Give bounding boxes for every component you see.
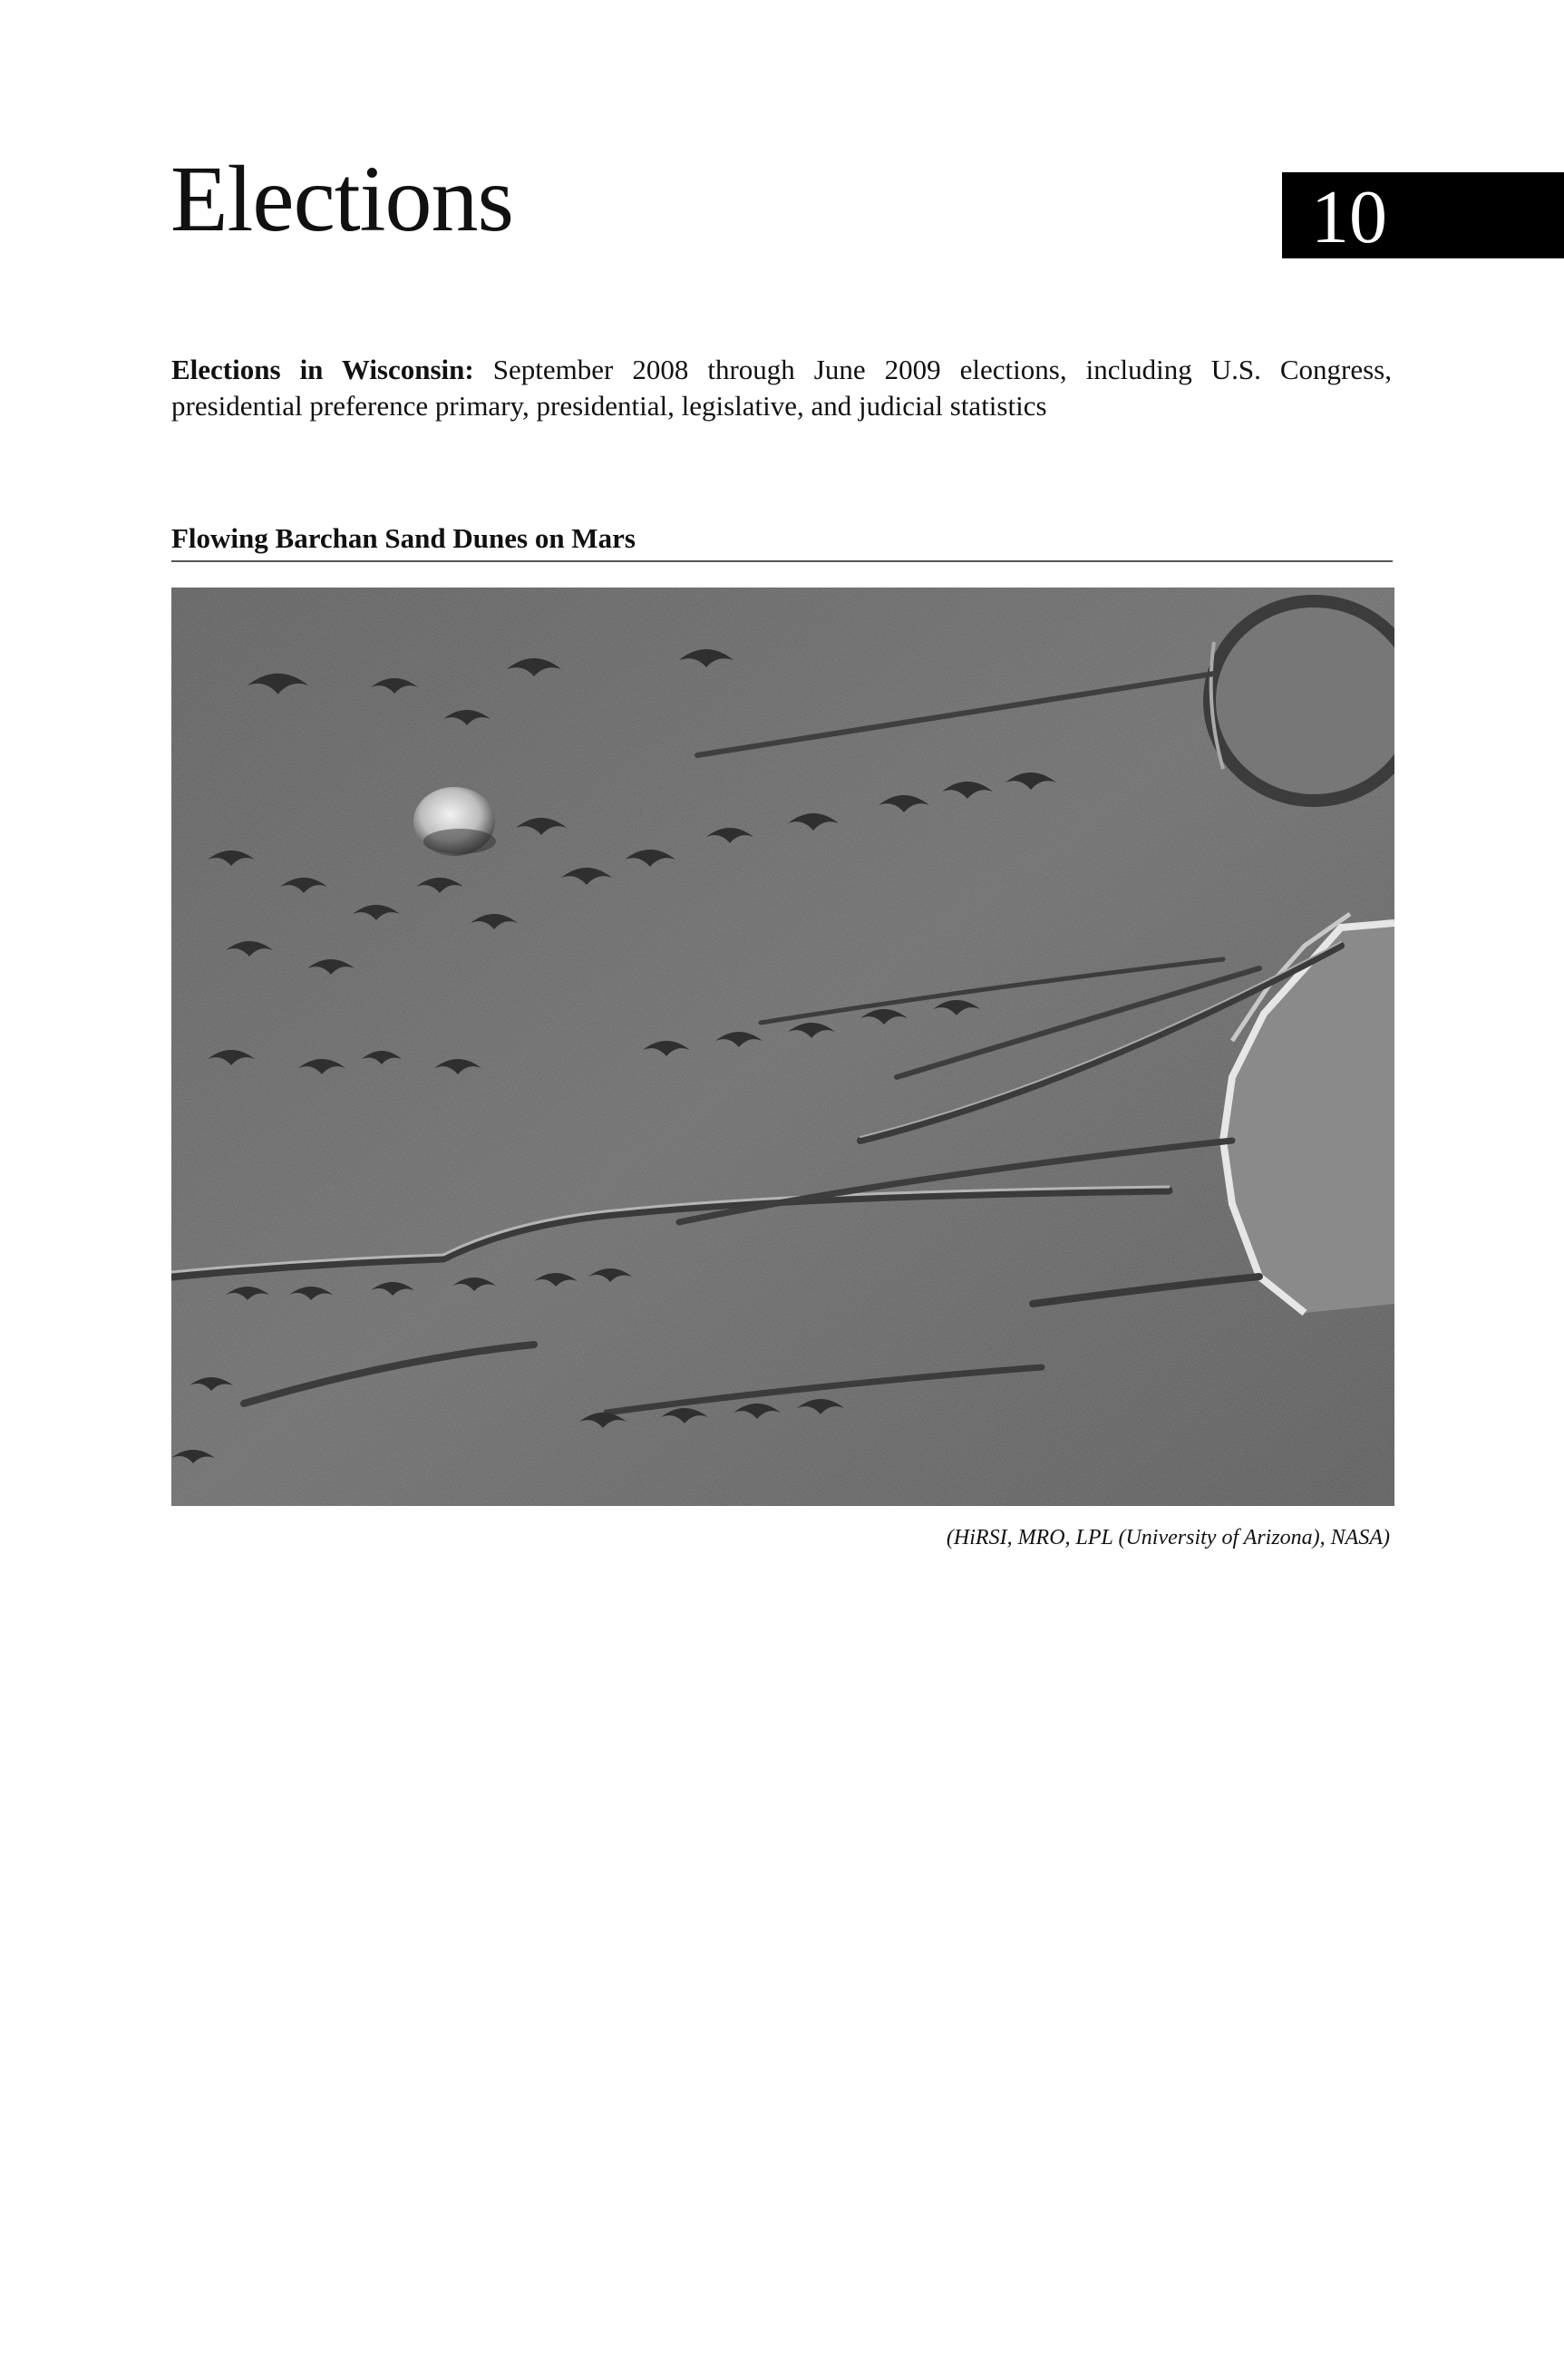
photo-credit: (HiRSI, MRO, LPL (University of Arizona), NASA): [946, 1526, 1390, 1549]
chapter-number-tab: [1282, 172, 1564, 258]
chapter-number: 10: [1311, 175, 1387, 259]
figure-title: Flowing Barchan Sand Dunes on Mars: [171, 522, 636, 554]
title-rule: [171, 560, 1393, 562]
chapter-intro: [171, 352, 1392, 424]
chapter-title: Elections: [170, 147, 514, 251]
mars-dunes-photo: [171, 588, 1394, 1506]
intro-lead: Elections in Wisconsin:: [171, 354, 474, 385]
intro-text: September 2008 through June 2009 elections, including U.S. Congress, presidential preference primary, presidential, legislative, and judicial statistics: [171, 354, 1392, 422]
